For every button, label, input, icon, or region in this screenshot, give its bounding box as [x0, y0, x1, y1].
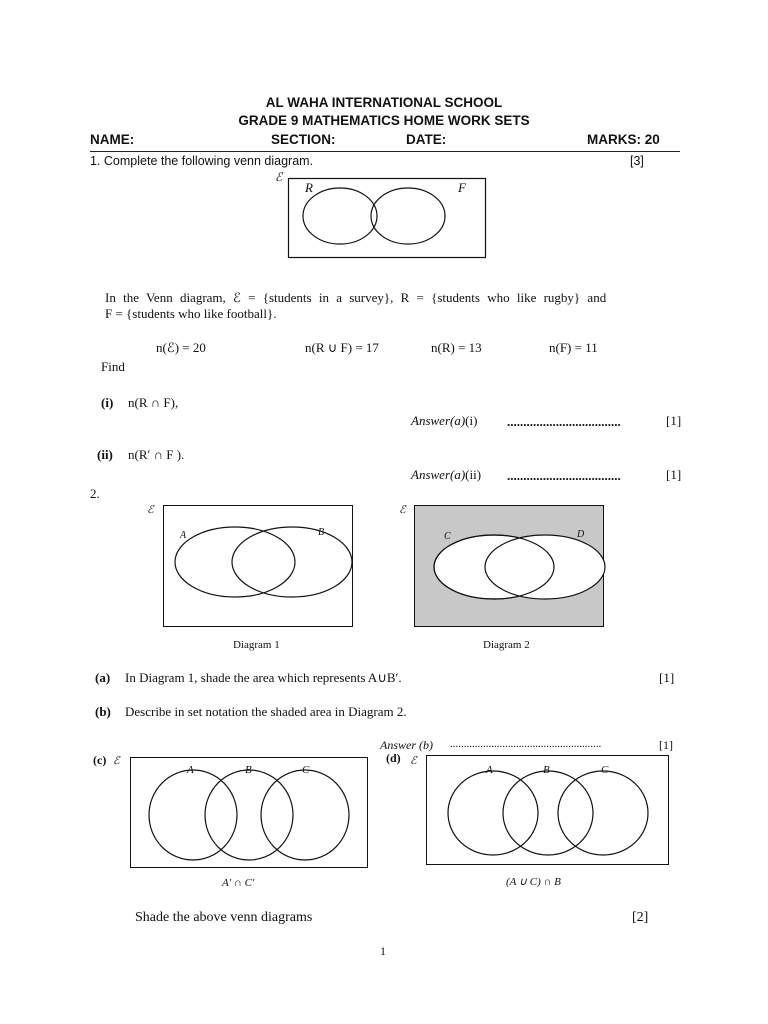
school-name: AL WAHA INTERNATIONAL SCHOOL — [265, 95, 503, 110]
answer-ii — [411, 467, 481, 483]
diagram2-label-c: C — [444, 531, 451, 542]
answer-i-line[interactable]: ................................... — [507, 414, 621, 429]
diagram1-caption: Diagram 1 — [233, 639, 280, 651]
answer-b-line[interactable]: ....................................................... — [450, 738, 602, 750]
n-universal: n(ℰ) = 20 — [156, 340, 206, 355]
diagram1-set-b — [232, 527, 352, 597]
worksheet-title: GRADE 9 MATHEMATICS HOME WORK SETS — [238, 113, 530, 128]
diagram2-set-d — [485, 535, 605, 599]
part-c-caption: A′ ∩ C′ — [222, 877, 255, 889]
part-a-label: (a) — [95, 670, 111, 685]
date-label: DATE: — [406, 132, 447, 147]
diagram2-universal-symbol: ℰ — [399, 504, 406, 516]
q1-paragraph-line1: In the Venn diagram, ℰ = {students in a survey}, R = {students who like rugby} and — [105, 290, 607, 305]
header-divider — [90, 151, 680, 152]
diagram1-universal-symbol: ℰ — [147, 504, 154, 516]
answer-i-suffix: (i) — [465, 413, 478, 428]
diagram1-venn[interactable] — [163, 505, 353, 627]
answer-ii-suffix: (ii) — [465, 467, 482, 482]
q1-title: 1. Complete the following venn diagram. — [90, 154, 314, 168]
shade-marks: [2] — [632, 910, 649, 925]
answer-ii-label: Answer(a) — [411, 467, 466, 482]
part-c-set-a — [149, 770, 237, 860]
part-c-label-a: A — [187, 764, 194, 776]
part-d-label-c: C — [601, 764, 609, 776]
diagram1-label-a: A — [180, 530, 187, 541]
n-f: n(F) = 11 — [549, 340, 598, 355]
part-c-label-c: C — [302, 764, 310, 776]
diagram1-universal-box — [164, 506, 353, 627]
universal-set-box — [289, 179, 486, 258]
part-c-set-b — [205, 770, 293, 860]
q1-set-f-label: F — [458, 180, 466, 195]
diagram2-caption: Diagram 2 — [483, 639, 530, 651]
set-r-circle — [303, 188, 377, 244]
part-c-set-c — [261, 770, 349, 860]
shade-instruction: Shade the above venn diagrams — [135, 910, 313, 925]
part-i-label: (i) — [101, 395, 114, 410]
part-d-label: (d) — [386, 751, 401, 765]
page-number: 1 — [380, 944, 386, 958]
part-d-label-a: A — [486, 764, 493, 776]
answer-ii-marks: [1] — [666, 467, 682, 482]
diagram2-venn — [414, 505, 604, 627]
find-label: Find — [101, 359, 125, 374]
answer-ii-line[interactable]: ................................... — [507, 468, 621, 483]
q1-paragraph-line2: F = {students who like football}. — [105, 306, 277, 321]
part-i-text: n(R ∩ F), — [128, 395, 179, 410]
marks-label: MARKS: 20 — [587, 132, 660, 147]
part-d-caption: (A ∪ C) ∩ B — [506, 876, 561, 888]
section-label: SECTION: — [271, 132, 336, 147]
part-d-label-b: B — [543, 764, 550, 776]
part-ii-label: (ii) — [97, 447, 113, 462]
q1-marks: [3] — [630, 154, 644, 168]
answer-b-label: Answer (b) — [380, 738, 433, 752]
answer-i — [411, 413, 477, 429]
name-label: NAME: — [90, 132, 135, 147]
part-d-set-a — [448, 771, 538, 855]
answer-i-marks: [1] — [666, 413, 682, 428]
part-d-set-c — [558, 771, 648, 855]
part-c-label-b: B — [245, 764, 252, 776]
q1-set-r-label: R — [305, 180, 313, 195]
diagram2-label-d: D — [577, 529, 585, 540]
set-f-circle — [371, 188, 445, 244]
q2-number: 2. — [90, 486, 100, 501]
diagram1-label-b: B — [318, 527, 325, 538]
part-d-universal-symbol: ℰ — [410, 755, 417, 767]
diagram1-set-a — [175, 527, 295, 597]
part-d-set-b — [503, 771, 593, 855]
answer-i-label: Answer(a) — [411, 413, 466, 428]
part-a-text: In Diagram 1, shade the area which represents A∪B′. — [125, 670, 402, 685]
n-r: n(R) = 13 — [431, 340, 482, 355]
answer-b-marks: [1] — [659, 738, 673, 752]
part-ii-text: n(R′ ∩ F ). — [128, 447, 185, 462]
part-c-universal-symbol: ℰ — [113, 755, 120, 767]
part-c-label: (c) — [93, 753, 107, 767]
part-a-marks: [1] — [659, 670, 675, 685]
part-b-text: Describe in set notation the shaded area in Diagram 2. — [125, 704, 407, 719]
q1-venn-diagram — [288, 178, 486, 258]
q1-universal-symbol: ℰ — [275, 170, 283, 184]
part-b-label: (b) — [95, 704, 111, 719]
n-union: n(R ∪ F) = 17 — [305, 340, 379, 355]
